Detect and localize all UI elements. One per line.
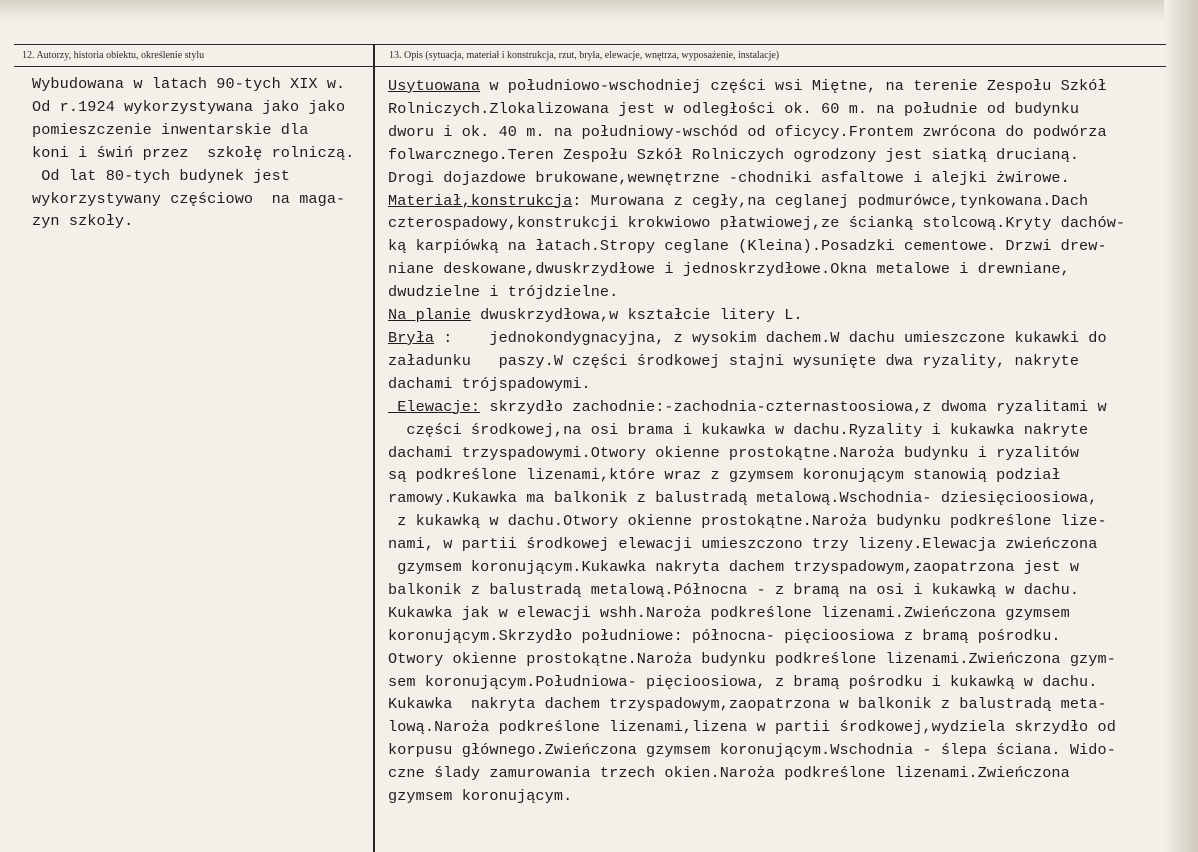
description-line [388, 785, 1180, 808]
history-line: Od r.1924 wykorzystywana jako jako [32, 97, 346, 116]
description-text: Drogi dojazdowe brukowane,wewnętrzne -chodniki asfaltowe i alejki żwirowe. [388, 168, 1070, 187]
description-line [388, 739, 1180, 762]
description-line [388, 464, 1180, 487]
description-line [388, 693, 1180, 716]
description-text: załadunku paszy.W części środkowej stajni wysunięte dwa ryzality, nakryte [388, 351, 1080, 370]
description-text: : Murowana z cegły,na ceglanej podmurówce,tynkowana.Dach [572, 191, 1089, 210]
right-section-header: 13. Opis (sytuacja, materiał i konstrukcja, rzut, bryła, elewacje, wnętrza, wyposażenie, instalacje) [389, 50, 780, 61]
description-line [388, 419, 1180, 442]
description-text: czne ślady zamurowania trzech okien.Naroża podkreślone lizenami.Zwieńczona [388, 764, 1070, 783]
description-line [388, 510, 1180, 533]
history-line: pomieszczenie inwentarskie dla [32, 120, 309, 139]
description-text: skrzydło zachodnie:-zachodnia-czternastoosiowa,z dwoma ryzalitami w [480, 397, 1107, 416]
description-text: Otwory okienne prostokątne.Naroża budynku podkreślone lizenami.Zwieńczona gzym- [388, 649, 1116, 668]
description-line [388, 75, 1180, 98]
description-line [388, 212, 1180, 235]
description-text-block [388, 75, 1180, 808]
description-line [388, 579, 1180, 602]
description-line [388, 671, 1180, 694]
description-text: dwudzielne i trójdzielne. [388, 283, 619, 302]
history-line: zyn szkoły. [32, 212, 134, 231]
description-line [388, 648, 1180, 671]
description-line [388, 625, 1180, 648]
description-text: Kukawka jak w elewacji wshh.Naroża podkreślone lizenami.Zwieńczona gzymsem [388, 603, 1070, 622]
description-text: dachami trzyspadowymi.Otwory okienne prostokątne.Naroża budynku i ryzalitów [388, 443, 1080, 462]
description-text: : jednokondygnacyjna, z wysokim dachem.W dachu umieszczone kukawki do [434, 328, 1107, 347]
page-top-edge [0, 0, 1198, 22]
description-line [388, 533, 1180, 556]
description-text: gzymsem koronującym. [388, 787, 573, 806]
description-line [388, 762, 1180, 785]
description-line [388, 487, 1180, 510]
section-heading: Usytuowana [388, 77, 481, 95]
description-line [388, 98, 1180, 121]
description-text: w południowo-wschodniej części wsi Miętne, na terenie Zespołu Szkół [480, 77, 1107, 95]
history-line: wykorzystywany częściowo na maga- [32, 189, 346, 208]
description-text: dwuskrzydłowa,w kształcie litery L. [470, 306, 803, 325]
description-line [388, 442, 1180, 465]
description-line [388, 281, 1180, 304]
description-line [388, 167, 1180, 190]
description-line [388, 235, 1180, 258]
description-text: czterospadowy,konstrukcji krokwiowo płatwiowej,ze ścianką stolcową.Kryty dachów- [388, 214, 1126, 233]
left-section-header: 12. Autorzy, historia obiektu, określenie stylu [22, 50, 205, 61]
description-line [388, 304, 1180, 327]
description-text: Kukawka nakryta dachem trzyspadowym,zaopatrzona w balkonik z balustradą meta- [388, 695, 1107, 714]
description-text: folwarcznego.Teren Zespołu Szkół Rolniczych ogrodzony jest siatką drucianą. [388, 145, 1080, 164]
description-line [388, 190, 1180, 213]
section-heading: Materiał,konstrukcja [388, 191, 573, 210]
description-text: lową.Naroża podkreślone lizenami,lizena w partii środkowej,wydziela skrzydło od [388, 718, 1116, 737]
section-heading: Elewacje: [388, 397, 481, 416]
description-line [388, 144, 1180, 167]
description-line [388, 258, 1180, 281]
description-text: balkonik z balustradą metalową.Północna - z bramą na osi i kukawką w dachu. [388, 580, 1080, 599]
description-text: części środkowej,na osi brama i kukawka w dachu.Ryzality i kukawka nakryte [388, 420, 1089, 439]
description-text: sem koronującym.Południowa- pięcioosiowa, z bramą pośrodku i kukawką w dachu. [388, 672, 1098, 691]
history-line: Od lat 80-tych budynek jest [32, 166, 290, 185]
description-line [388, 396, 1180, 419]
description-text: ką karpiówką na łatach.Stropy ceglane (Kleina).Posadzki cementowe. Drzwi drew- [388, 237, 1107, 256]
description-text: niane deskowane,dwuskrzydłowe i jednoskrzydłowe.Okna metalowe i drewniane, [388, 260, 1070, 279]
description-line [388, 716, 1180, 739]
description-line [388, 556, 1180, 579]
description-text: ramowy.Kukawka ma balkonik z balustradą metalową.Wschodnia- dziesięcioosiowa, [388, 489, 1098, 508]
description-text: korpusu głównego.Zwieńczona gzymsem koronującym.Wschodnia - ślepa ściana. Wido- [388, 741, 1116, 760]
description-text: są podkreślone lizenami,które wraz z gzymsem koronującym stanowią podział [388, 466, 1061, 485]
history-line: Wybudowana w latach 90-tych XIX w. [32, 75, 346, 93]
description-line [388, 602, 1180, 625]
description-text: koronującym.Skrzydło południowe: północna- pięcioosiowa z bramą pośrodku. [388, 626, 1061, 645]
description-text: nami, w partii środkowej elewacji umieszczono trzy lizeny.Elewacja zwieńczona [388, 535, 1098, 554]
description-line [388, 373, 1180, 396]
history-text-block [32, 73, 374, 233]
header-top-rule [14, 44, 1166, 45]
description-line [388, 327, 1180, 350]
description-text: Rolniczych.Zlokalizowana jest w odległości ok. 60 m. na południe od budynku [388, 99, 1080, 118]
description-line [388, 350, 1180, 373]
description-text: z kukawką w dachu.Otwory okienne prostokątne.Naroża budynku podkreślone lize- [388, 512, 1107, 531]
history-line: koni i świń przez szkołę rolniczą. [32, 143, 355, 162]
section-heading: Bryła [388, 328, 435, 347]
section-heading: Na planie [388, 306, 471, 325]
header-bottom-rule [14, 66, 1166, 67]
description-text: dworu i ok. 40 m. na południowy-wschód od oficycy.Frontem zwrócona do podwórza [388, 122, 1107, 141]
description-text: dachami trójspadowymi. [388, 374, 591, 393]
description-line [388, 121, 1180, 144]
description-text: gzymsem koronującym.Kukawka nakryta dachem trzyspadowym,zaopatrzona jest w [388, 558, 1080, 577]
